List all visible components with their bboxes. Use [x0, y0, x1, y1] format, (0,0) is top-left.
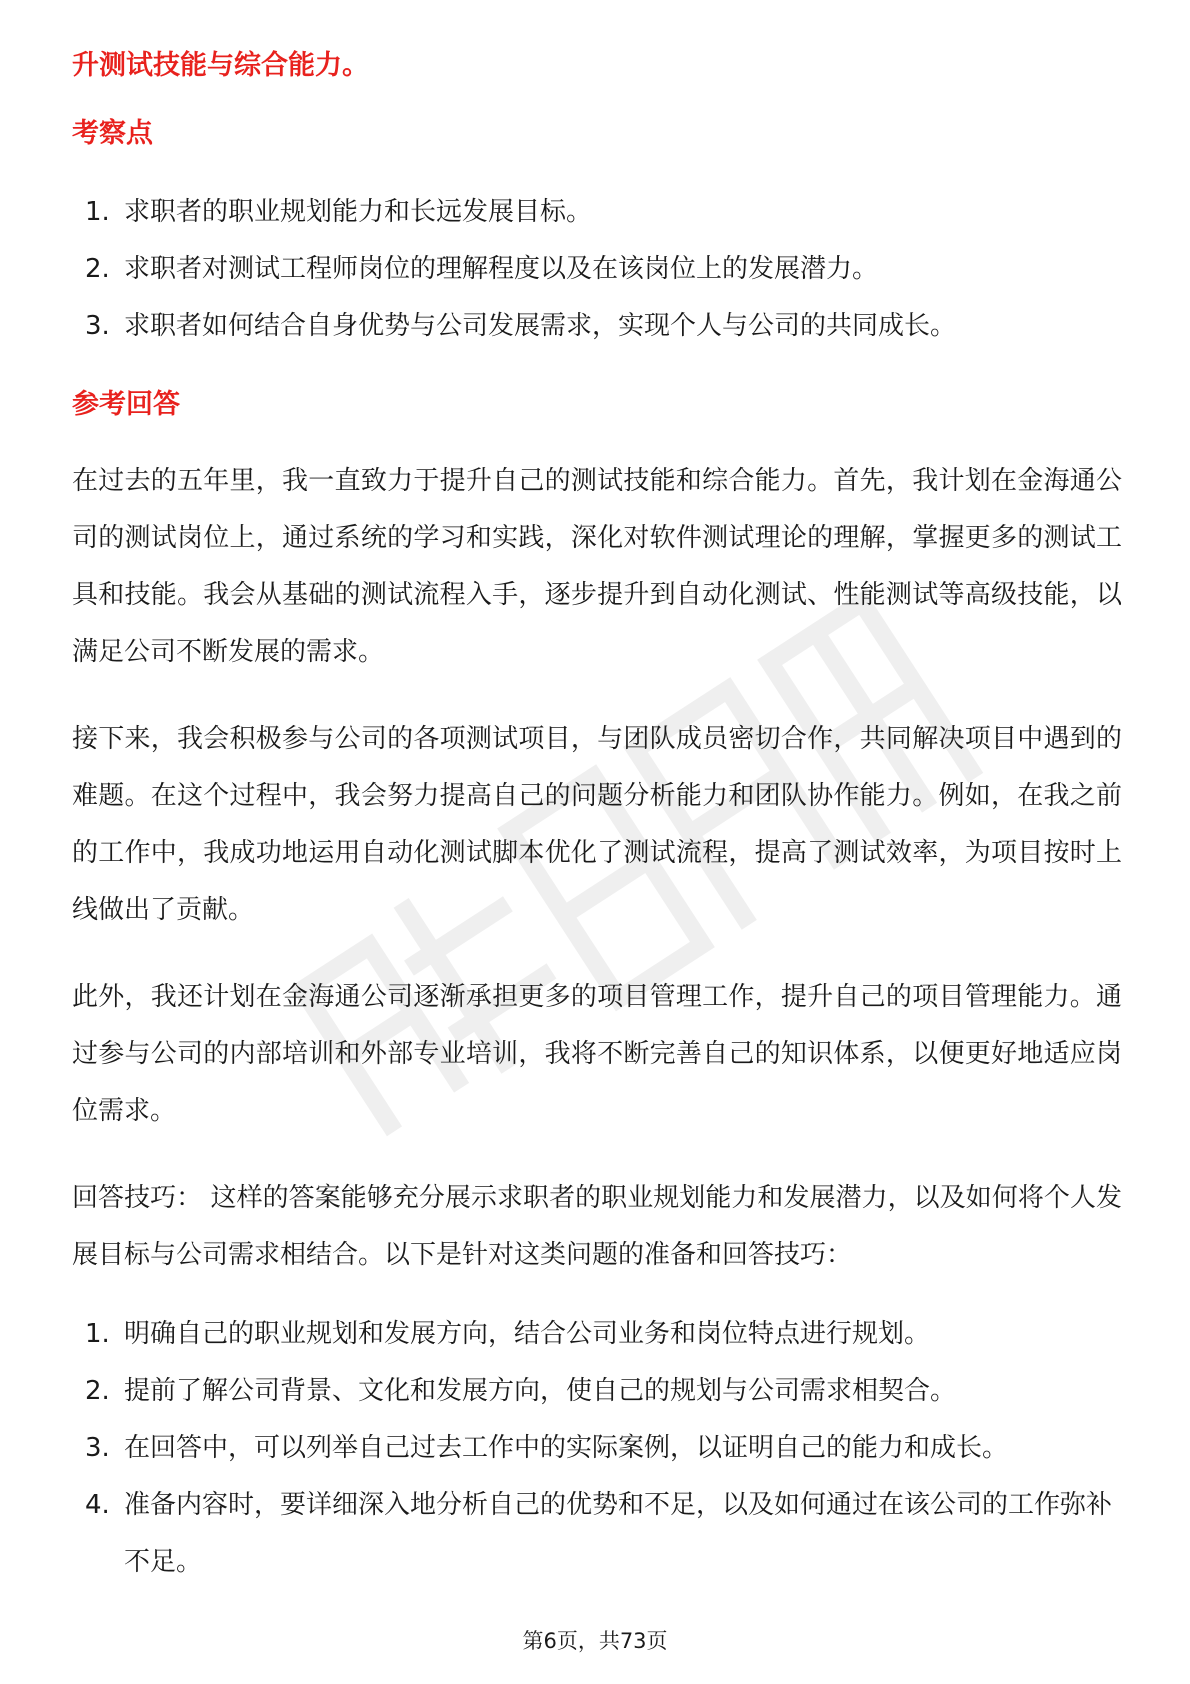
list-item-text: 求职者对测试工程师岗位的理解程度以及在该岗位上的发展潜力。	[124, 254, 879, 284]
list-item	[72, 1306, 1122, 1363]
list-number: 1.	[85, 1319, 110, 1349]
list-item	[72, 1420, 1122, 1477]
list-number: 3.	[85, 1433, 110, 1463]
list-item-text: 求职者如何结合自身优势与公司发展需求，实现个人与公司的共同成长。	[124, 311, 957, 341]
list-number: 3.	[85, 311, 110, 341]
list-number: 2.	[85, 1376, 110, 1406]
answer-paragraph: 此外，我还计划在金海通公司逐渐承担更多的项目管理工作，提升自己的项目管理能力。通过参与公司的内部培训和外部专业培训，我将不断完善自己的知识体系，以便更好地适应岗位需求。	[72, 982, 1122, 1126]
section-title-focus: 考察点	[72, 118, 153, 149]
section-title-answer: 参考回答	[72, 389, 180, 420]
list-item	[72, 241, 1122, 298]
answer-paragraph: 接下来，我会积极参与公司的各项测试项目，与团队成员密切合作，共同解决项目中遇到的难题。在这个过程中，我会努力提高自己的问题分析能力和团队协作能力。例如，在我之前的工作中，我成功地运用自动化测试脚本优化了测试流程，提高了测试效率，为项目按时上线做出了贡献。	[72, 724, 1122, 925]
list-item	[72, 1477, 1122, 1591]
tips-intro-paragraph: 回答技巧： 这样的答案能够充分展示求职者的职业规划能力和发展潜力，以及如何将个人发展目标与公司需求相结合。以下是针对这类问题的准备和回答技巧：	[72, 1183, 1122, 1270]
list-item	[72, 184, 1122, 241]
focus-list	[72, 184, 1122, 355]
list-item-text: 求职者的职业规划能力和长远发展目标。	[124, 197, 593, 227]
list-number: 4.	[85, 1490, 110, 1520]
list-item-text: 在回答中，可以列举自己过去工作中的实际案例，以证明自己的能力和成长。	[124, 1433, 1009, 1463]
content-area	[72, 46, 1122, 1591]
answer-paragraph: 在过去的五年里，我一直致力于提升自己的测试技能和综合能力。首先，我计划在金海通公司的测试岗位上，通过系统的学习和实践，深化对软件测试理论的理解，掌握更多的测试工具和技能。我会从基础的测试流程入手，逐步提升到自动化测试、性能测试等高级技能，以满足公司不断发展的需求。	[72, 466, 1122, 667]
tips-list	[72, 1306, 1122, 1591]
list-item-text: 明确自己的职业规划和发展方向，结合公司业务和岗位特点进行规划。	[124, 1319, 931, 1349]
list-item-text: 准备内容时，要详细深入地分析自己的优势和不足，以及如何通过在该公司的工作弥补不足。	[124, 1490, 1113, 1577]
list-item	[72, 1363, 1122, 1420]
page-footer: 第6页，共73页	[522, 1629, 668, 1653]
list-number: 1.	[85, 197, 110, 227]
list-item	[72, 298, 1122, 355]
list-number: 2.	[85, 254, 110, 284]
lead-text: 升测试技能与综合能力。	[72, 50, 369, 81]
list-item-text: 提前了解公司背景、文化和发展方向，使自己的规划与公司需求相契合。	[124, 1376, 957, 1406]
